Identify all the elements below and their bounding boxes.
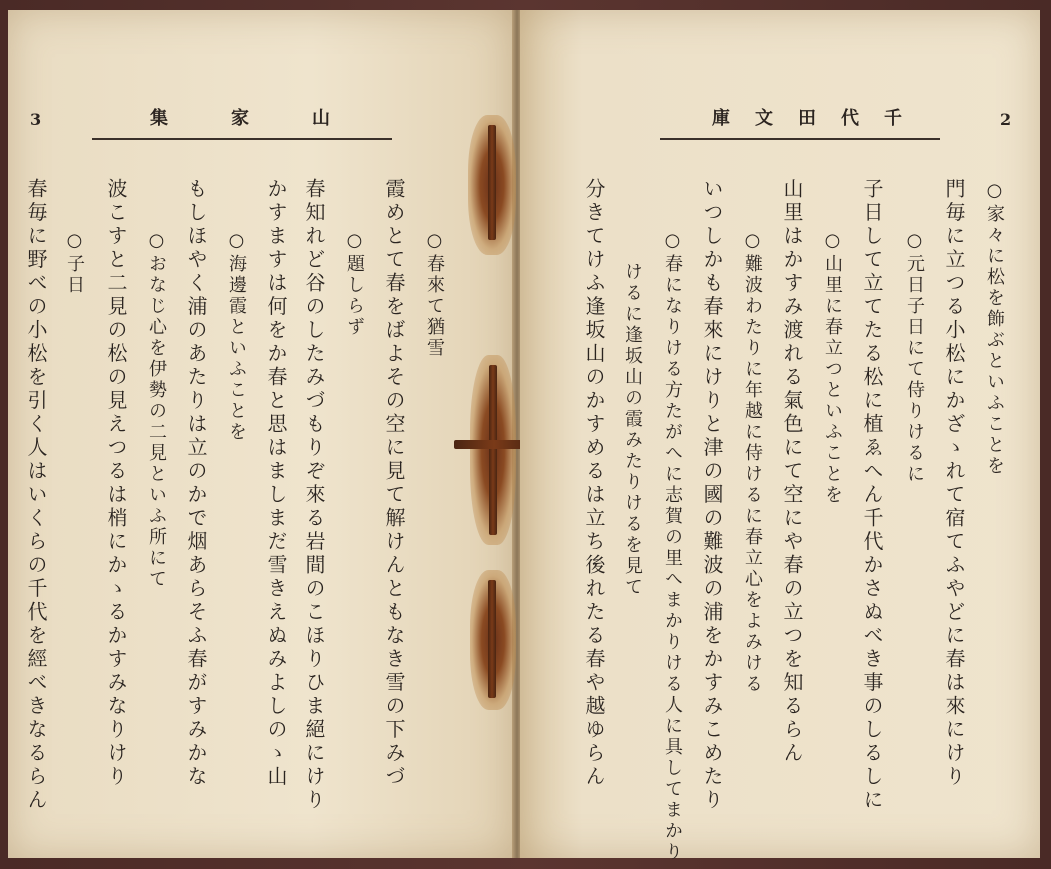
left-column: ○子日	[64, 230, 85, 296]
left-column: 波こすと二見の松の見えつるは梢にかゝるかすみなりけり	[104, 178, 128, 789]
left-header-char: 山	[312, 108, 330, 129]
left-column: 霞めとて春をばよその空に見て解けんともなき雪の下みづ	[382, 178, 406, 789]
right-column: ○難波わたりに年越に侍けるに春立心をよみける	[742, 230, 763, 695]
right-header-char: 文	[755, 108, 773, 129]
right-column: 山里はかすみ渡れる氣色にて空にや春の立つを知るらん	[780, 178, 804, 766]
right-page-number: 2	[1000, 110, 1012, 129]
left-column: かすますは何をか春と思はましまだ雪きえぬみよしのゝ山	[264, 178, 288, 789]
left-column: 春毎に野べの小松を引く人はいくらの千代を經べきなるらん	[24, 178, 48, 813]
left-column: もしほやく浦のあたりは立のかで烟あらそふ春がすみかな	[184, 178, 208, 789]
left-page-number: 3	[30, 110, 42, 129]
left-column: ○海邊霞といふことを	[226, 230, 247, 443]
rust-staple	[489, 365, 497, 535]
right-column: 門毎に立つる小松にかざゝれて宿てふやどに春は來にけり	[942, 178, 966, 789]
right-header-char: 千	[884, 108, 902, 129]
right-column: けるに逢坂山の霞みたりけるを見て	[622, 262, 643, 598]
left-column: ○春來て猶雪	[424, 230, 445, 359]
right-column: ○元日子日にて侍りけるに	[904, 230, 925, 485]
left-column: ○題しらず	[344, 230, 365, 338]
right-column: いつしかも春來にけりと津の國の難波の浦をかすみこめたり	[700, 178, 724, 813]
left-column: ○おなじ心を伊勢の二見といふ所にて	[146, 230, 167, 590]
left-header-rule	[92, 138, 392, 140]
left-column: 春知れど谷のしたみづもりぞ來る岩間のこほりひま絕にけり	[302, 178, 326, 813]
right-header-char: 庫	[712, 108, 730, 129]
right-header-char: 田	[798, 108, 816, 129]
left-header-char: 集	[150, 108, 168, 129]
rust-staple	[488, 580, 496, 698]
left-page-header	[150, 104, 330, 134]
right-column: ○家々に松を飾ぶといふことを	[984, 180, 1005, 477]
right-column: ○春になりける方たがへに志賀の里へまかりける人に具してまかり	[662, 230, 683, 863]
left-header-char: 家	[231, 108, 249, 129]
right-page-header	[712, 104, 902, 134]
right-column: 分きてけふ逢坂山のかすめるは立ち後れたる春や越ゆらん	[582, 178, 606, 789]
rust-staple	[488, 125, 496, 240]
right-column: 子日して立てたる松に植ゑへん千代かさぬべき事のしるしに	[860, 178, 884, 813]
right-column: ○山里に春立つといふことを	[822, 230, 843, 506]
right-header-rule	[660, 138, 940, 140]
right-header-char: 代	[841, 108, 859, 129]
